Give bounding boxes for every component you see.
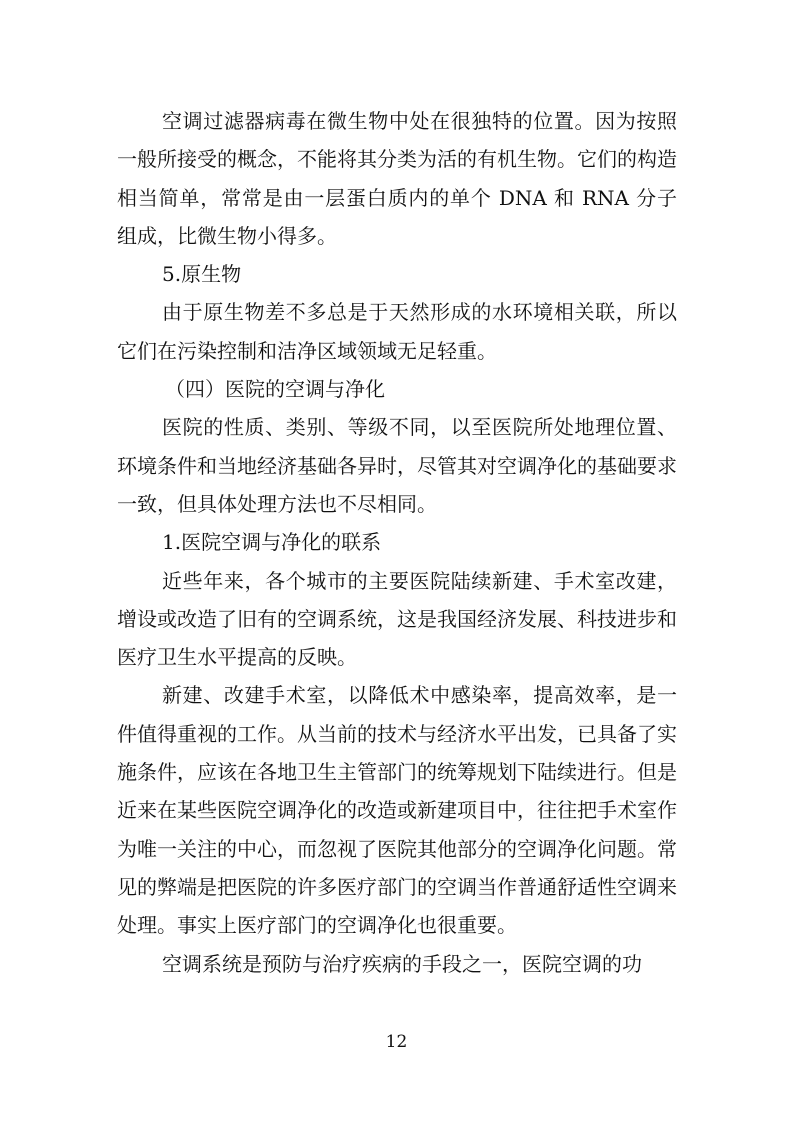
heading-protozoa: 5.原生物: [162, 262, 242, 287]
document-body: [117, 102, 677, 983]
paragraph-recent-years: 近些年来，各个城市的主要医院陆续新建、手术室改建，增设或改造了旧有的空调系统，这是我国经济发展、科技进步和医疗卫生水平提高的反映。: [117, 568, 677, 670]
heading-section-four: （四）医院的空调与净化: [165, 377, 385, 402]
paragraph-ac-system: 空调系统是预防与治疗疾病的手段之一，医院空调的功: [162, 951, 642, 976]
paragraph-virus: 空调过滤器病毒在微生物中处在很独特的位置。因为按照一般所接受的概念，不能将其分类为活的有机生物。它们的构造相当简单，常常是由一层蛋白质内的单个 DNA 和 RNA 分子组成，比微生物小得多。: [117, 109, 677, 248]
heading-hospital-link: 1.医院空调与净化的联系: [162, 530, 382, 555]
paragraph-hospital-nature: 医院的性质、类别、等级不同，以至医院所处地理位置、环境条件和当地经济基础各异时，尽管其对空调净化的基础要求一致，但具体处理方法也不尽相同。: [117, 415, 677, 516]
page-number: 12: [385, 1032, 408, 1052]
paragraph-protozoa: 由于原生物差不多总是于天然形成的水环境相关联，所以它们在污染控制和洁净区域领域无足轻重。: [117, 300, 677, 363]
paragraph-operating-room: 新建、改建手术室，以降低术中感染率，提高效率，是一件值得重视的工作。从当前的技术与经济水平出发，已具备了实施条件，应该在各地卫生主管部门的统筹规划下陆续进行。但是近来在某些医院空调净化的改造或新建项目中，往往把手术室作为唯一关注的中心，而忽视了医院其他部分的空调净化问题。常见的弊端是把医院的许多医疗部门的空调当作普通舒适性空调来处理。事实上医疗部门的空调净化也很重要。: [117, 683, 677, 938]
